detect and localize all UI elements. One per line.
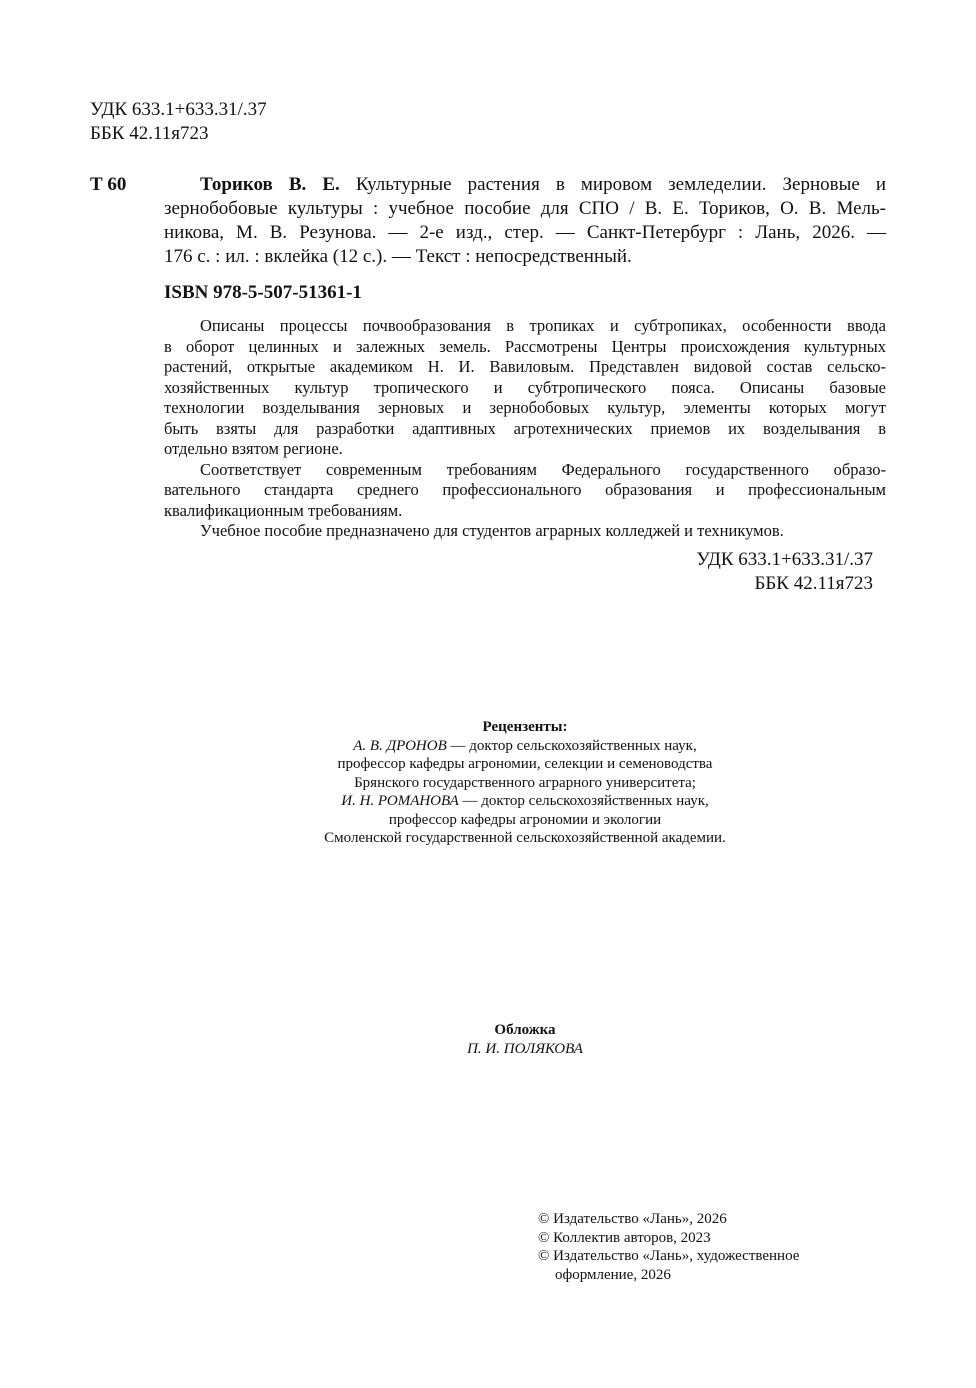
classification-top bbox=[90, 98, 267, 146]
cover-heading: Обложка bbox=[494, 1022, 556, 1038]
bibliographic-record bbox=[164, 173, 886, 269]
copyright-line: оформление, 2026 bbox=[555, 1266, 671, 1283]
author-name: Ториков В. Е. bbox=[200, 174, 340, 195]
reviewer-2-position: профессор кафедры агрономии и экологии bbox=[388, 811, 662, 828]
annotation-line: в оборот целинных и залежных земель. Рассмотрены Центры происхождения культурных bbox=[164, 336, 886, 356]
biblio-line-2: зернобобовые культуры : учебное пособие для СПО / В. Е. Ториков, О. В. Мель- bbox=[164, 198, 886, 219]
copyright-line: © Коллектив авторов, 2023 bbox=[538, 1229, 711, 1246]
annotation-line: хозяйственных культур тропического и субтропического пояса. Описаны базовые bbox=[164, 377, 886, 397]
author-sign: Т 60 bbox=[90, 174, 127, 195]
reviewers-heading: Рецензенты: bbox=[482, 719, 568, 735]
annotation bbox=[164, 316, 886, 542]
annotation-line: быть взяты для разработки адаптивных агротехнических приемов их возделывания в bbox=[164, 418, 886, 438]
udk-code: УДК 633.1+633.31/.37 bbox=[90, 99, 267, 120]
reviewers-block bbox=[200, 718, 850, 848]
cover-credit bbox=[300, 1021, 750, 1058]
biblio-line-3: никова, М. В. Резунова. — 2-е изд., стер. — Санкт-Петербург : Лань, 2026. — bbox=[164, 222, 886, 243]
annotation-line: Соответствует современным требованиям Федерального государственного образо- bbox=[200, 459, 886, 479]
annotation-paragraph-3 bbox=[164, 521, 886, 542]
reviewer-1 bbox=[200, 737, 850, 756]
annotation-line: Описаны процессы почвообразования в тропиках и субтропиках, особенности ввода bbox=[200, 316, 886, 335]
annotation-line: вательного стандарта среднего профессионального образования и профессиональным bbox=[164, 480, 886, 499]
book-title: Культурные растения в мировом земледелии. Зерновые и bbox=[355, 174, 887, 195]
reviewer-2-institution: Смоленской государственной сельскохозяйственной академии. bbox=[324, 830, 726, 846]
isbn: ISBN 978-5-507-51361-1 bbox=[164, 282, 362, 303]
reviewer-1-desc: — доктор сельскохозяйственных наук, bbox=[446, 737, 697, 754]
annotation-paragraph-1 bbox=[164, 316, 886, 460]
annotation-line: отдельно взятом регионе. bbox=[164, 439, 343, 458]
reviewer-2 bbox=[200, 792, 850, 811]
reviewer-1-position: профессор кафедры агрономии, селекции и семеноводства bbox=[337, 756, 713, 772]
bbk-code: ББК 42.11я723 bbox=[754, 573, 873, 594]
annotation-line: растений, открытые академиком Н. И. Вавиловым. Представлен видовой состав сельско- bbox=[164, 357, 886, 376]
classification-bottom bbox=[600, 548, 873, 596]
copyright-line: © Издательство «Лань», художественное bbox=[538, 1248, 800, 1264]
reviewer-1-name: А. В. ДРОНОВ bbox=[353, 737, 447, 754]
reviewer-2-name: И. Н. РОМАНОВА bbox=[341, 793, 459, 809]
annotation-line: технологии возделывания зерновых и зернобобовых культур, элементы которых могут bbox=[164, 398, 886, 417]
reviewer-1-institution: Брянского государственного аграрного университета; bbox=[354, 774, 696, 791]
bbk-code: ББК 42.11я723 bbox=[90, 123, 209, 144]
annotation-paragraph-2 bbox=[164, 460, 886, 522]
copyright-block bbox=[538, 1210, 858, 1284]
copyright-line: © Издательство «Лань», 2026 bbox=[538, 1211, 727, 1227]
udk-code: УДК 633.1+633.31/.37 bbox=[696, 549, 873, 570]
biblio-line-1 bbox=[164, 173, 886, 197]
biblio-line-4: 176 с. : ил. : вклейка (12 с.). — Текст : непосредственный. bbox=[164, 246, 632, 267]
reviewer-2-desc: — доктор сельскохозяйственных наук, bbox=[458, 793, 709, 809]
annotation-line: Учебное пособие предназначено для студентов аграрных колледжей и техникумов. bbox=[200, 521, 784, 540]
cover-artist: П. И. ПОЛЯКОВА bbox=[467, 1040, 583, 1057]
annotation-line: квалификационным требованиям. bbox=[164, 500, 403, 520]
